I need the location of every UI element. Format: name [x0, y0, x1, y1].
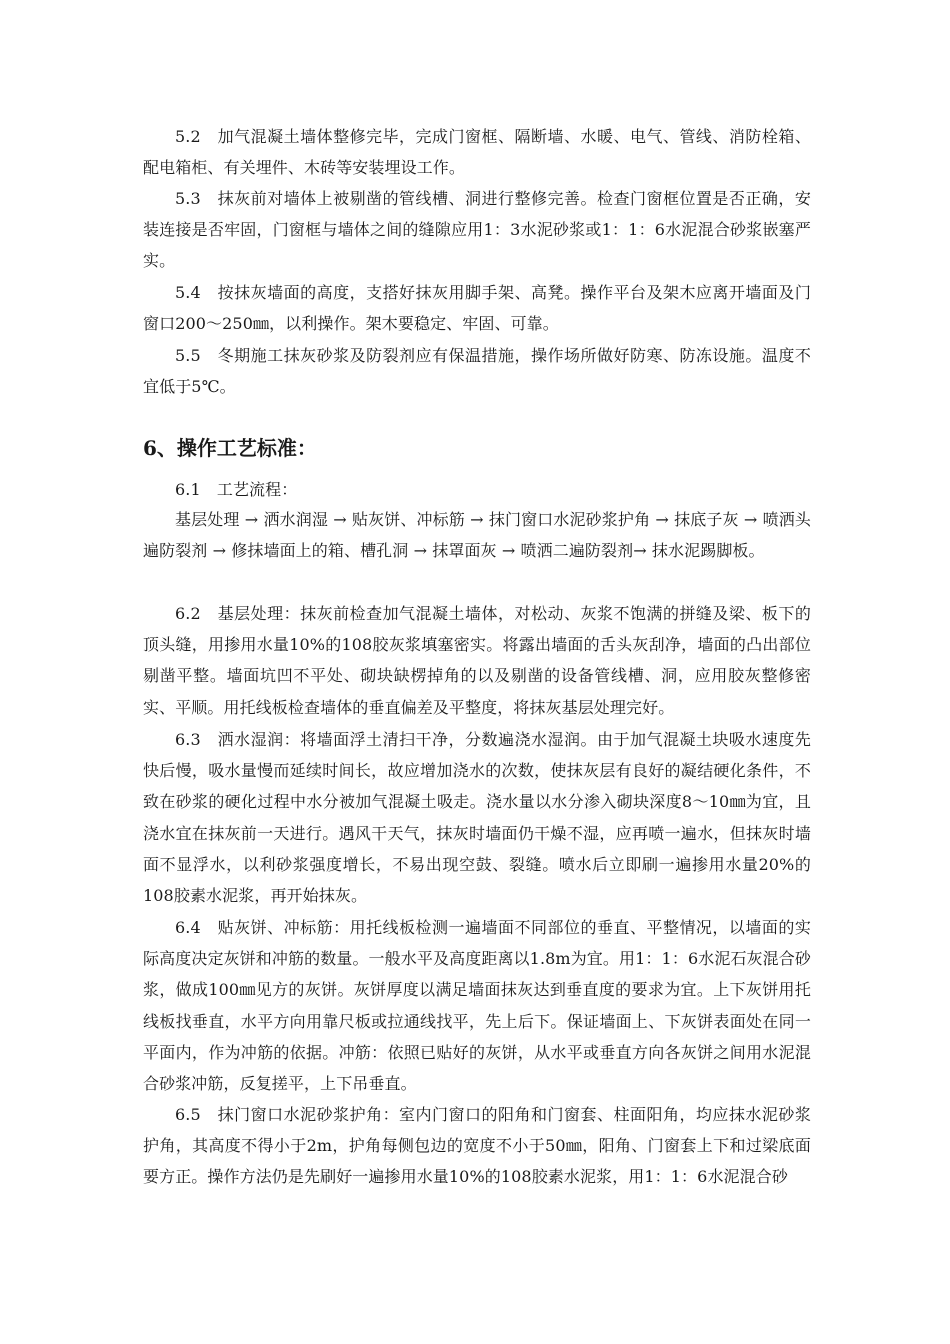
paragraph-5-5: 5.5 冬期施工抹灰砂浆及防裂剂应有保温措施，操作场所做好防寒、防冻设施。温度不宜低于5℃。 [143, 346, 811, 397]
paragraph-6-5: 6.5 抹门窗口水泥砂浆护角：室内门窗口的阳角和门窗套、柱面阳角，均应抹水泥砂浆护角，其高度不得小于2m，护角每侧包边的宽度不小于50㎜，阳角、门窗套上下和过梁底面要方正。操作方法仍是先刷好一遍掺用水量10%的108胶素水泥浆，用1：1：6水泥混合砂 [143, 1105, 811, 1187]
paragraph-6-2: 6.2 基层处理：抹灰前检查加气混凝土墙体，对松动、灰浆不饱满的拼缝及梁、板下的顶头缝，用掺用水量10%的108胶灰浆填塞密实。将露出墙面的舌头灰刮净，墙面的凸出部位剔凿平整。墙面坑凹不平处、砌块缺楞掉角的以及剔凿的设备管线槽、洞，应用胶灰整修密实、平顺。用托线板检查墙体的垂直偏差及平整度，将抹灰基层处理完好。 [143, 604, 811, 717]
paragraph-6-3: 6.3 洒水湿润：将墙面浮土清扫干净，分数遍浇水湿润。由于加气混凝土块吸水速度先快后慢，吸水量慢而延续时间长，故应增加浇水的次数，使抹灰层有良好的凝结硬化条件，不致在砂浆的硬化过程中水分被加气混凝土吸走。浇水量以水分渗入砌块深度8～10㎜为宜，且浇水宜在抹灰前一天进行。遇风干天气，抹灰时墙面仍干燥不湿，应再喷一遍水，但抹灰时墙面不显浮水，以利砂浆强度增长，不易出现空鼓、裂缝。喷水后立即刷一遍掺用水量20%的108胶素水泥浆，再开始抹灰。 [143, 730, 811, 906]
paragraph-5-4: 5.4 按抹灰墙面的高度，支搭好抹灰用脚手架、高凳。操作平台及架木应离开墙面及门窗口200～250㎜，以利操作。架木要稳定、牢固、可靠。 [143, 283, 811, 334]
paragraph-process-flow: 基层处理 → 洒水润湿 → 贴灰饼、冲标筋 → 抹门窗口水泥砂浆护角 → 抹底子灰 → 喷洒头遍防裂剂 → 修抹墙面上的箱、槽孔洞 → 抹罩面灰 → 喷洒二遍防裂剂→ 抹水泥踢脚板。 [143, 510, 811, 561]
paragraph-6-1: 6.1 工艺流程： [175, 480, 298, 499]
paragraph-5-2: 5.2 加气混凝土墙体整修完毕，完成门窗框、隔断墙、水暖、电气、管线、消防栓箱、配电箱柜、有关埋件、木砖等安装埋设工作。 [143, 127, 811, 178]
paragraph-5-3: 5.3 抹灰前对墙体上被剔凿的管线槽、洞进行整修完善。检查门窗框位置是否正确，安装连接是否牢固，门窗框与墙体之间的缝隙应用1：3水泥砂浆或1：1：6水泥混合砂浆嵌塞严实。 [143, 189, 811, 271]
paragraph-6-4: 6.4 贴灰饼、冲标筋：用托线板检测一遍墙面不同部位的垂直、平整情况，以墙面的实际高度决定灰饼和冲筋的数量。一般水平及高度距离以1.8m为宜。用1：1：6水泥石灰混合砂浆，做成100㎜见方的灰饼。灰饼厚度以满足墙面抹灰达到垂直度的要求为宜。上下灰饼用托线板找垂直，水平方向用靠尺板或拉通线找平，先上后下。保证墙面上、下灰饼表面处在同一平面内，作为冲筋的依据。冲筋：依照已贴好的灰饼，从水平或垂直方向各灰饼之间用水泥混合砂浆冲筋，反复搓平，上下吊垂直。 [143, 918, 811, 1094]
section-heading-6: 6、操作工艺标准： [143, 436, 317, 460]
